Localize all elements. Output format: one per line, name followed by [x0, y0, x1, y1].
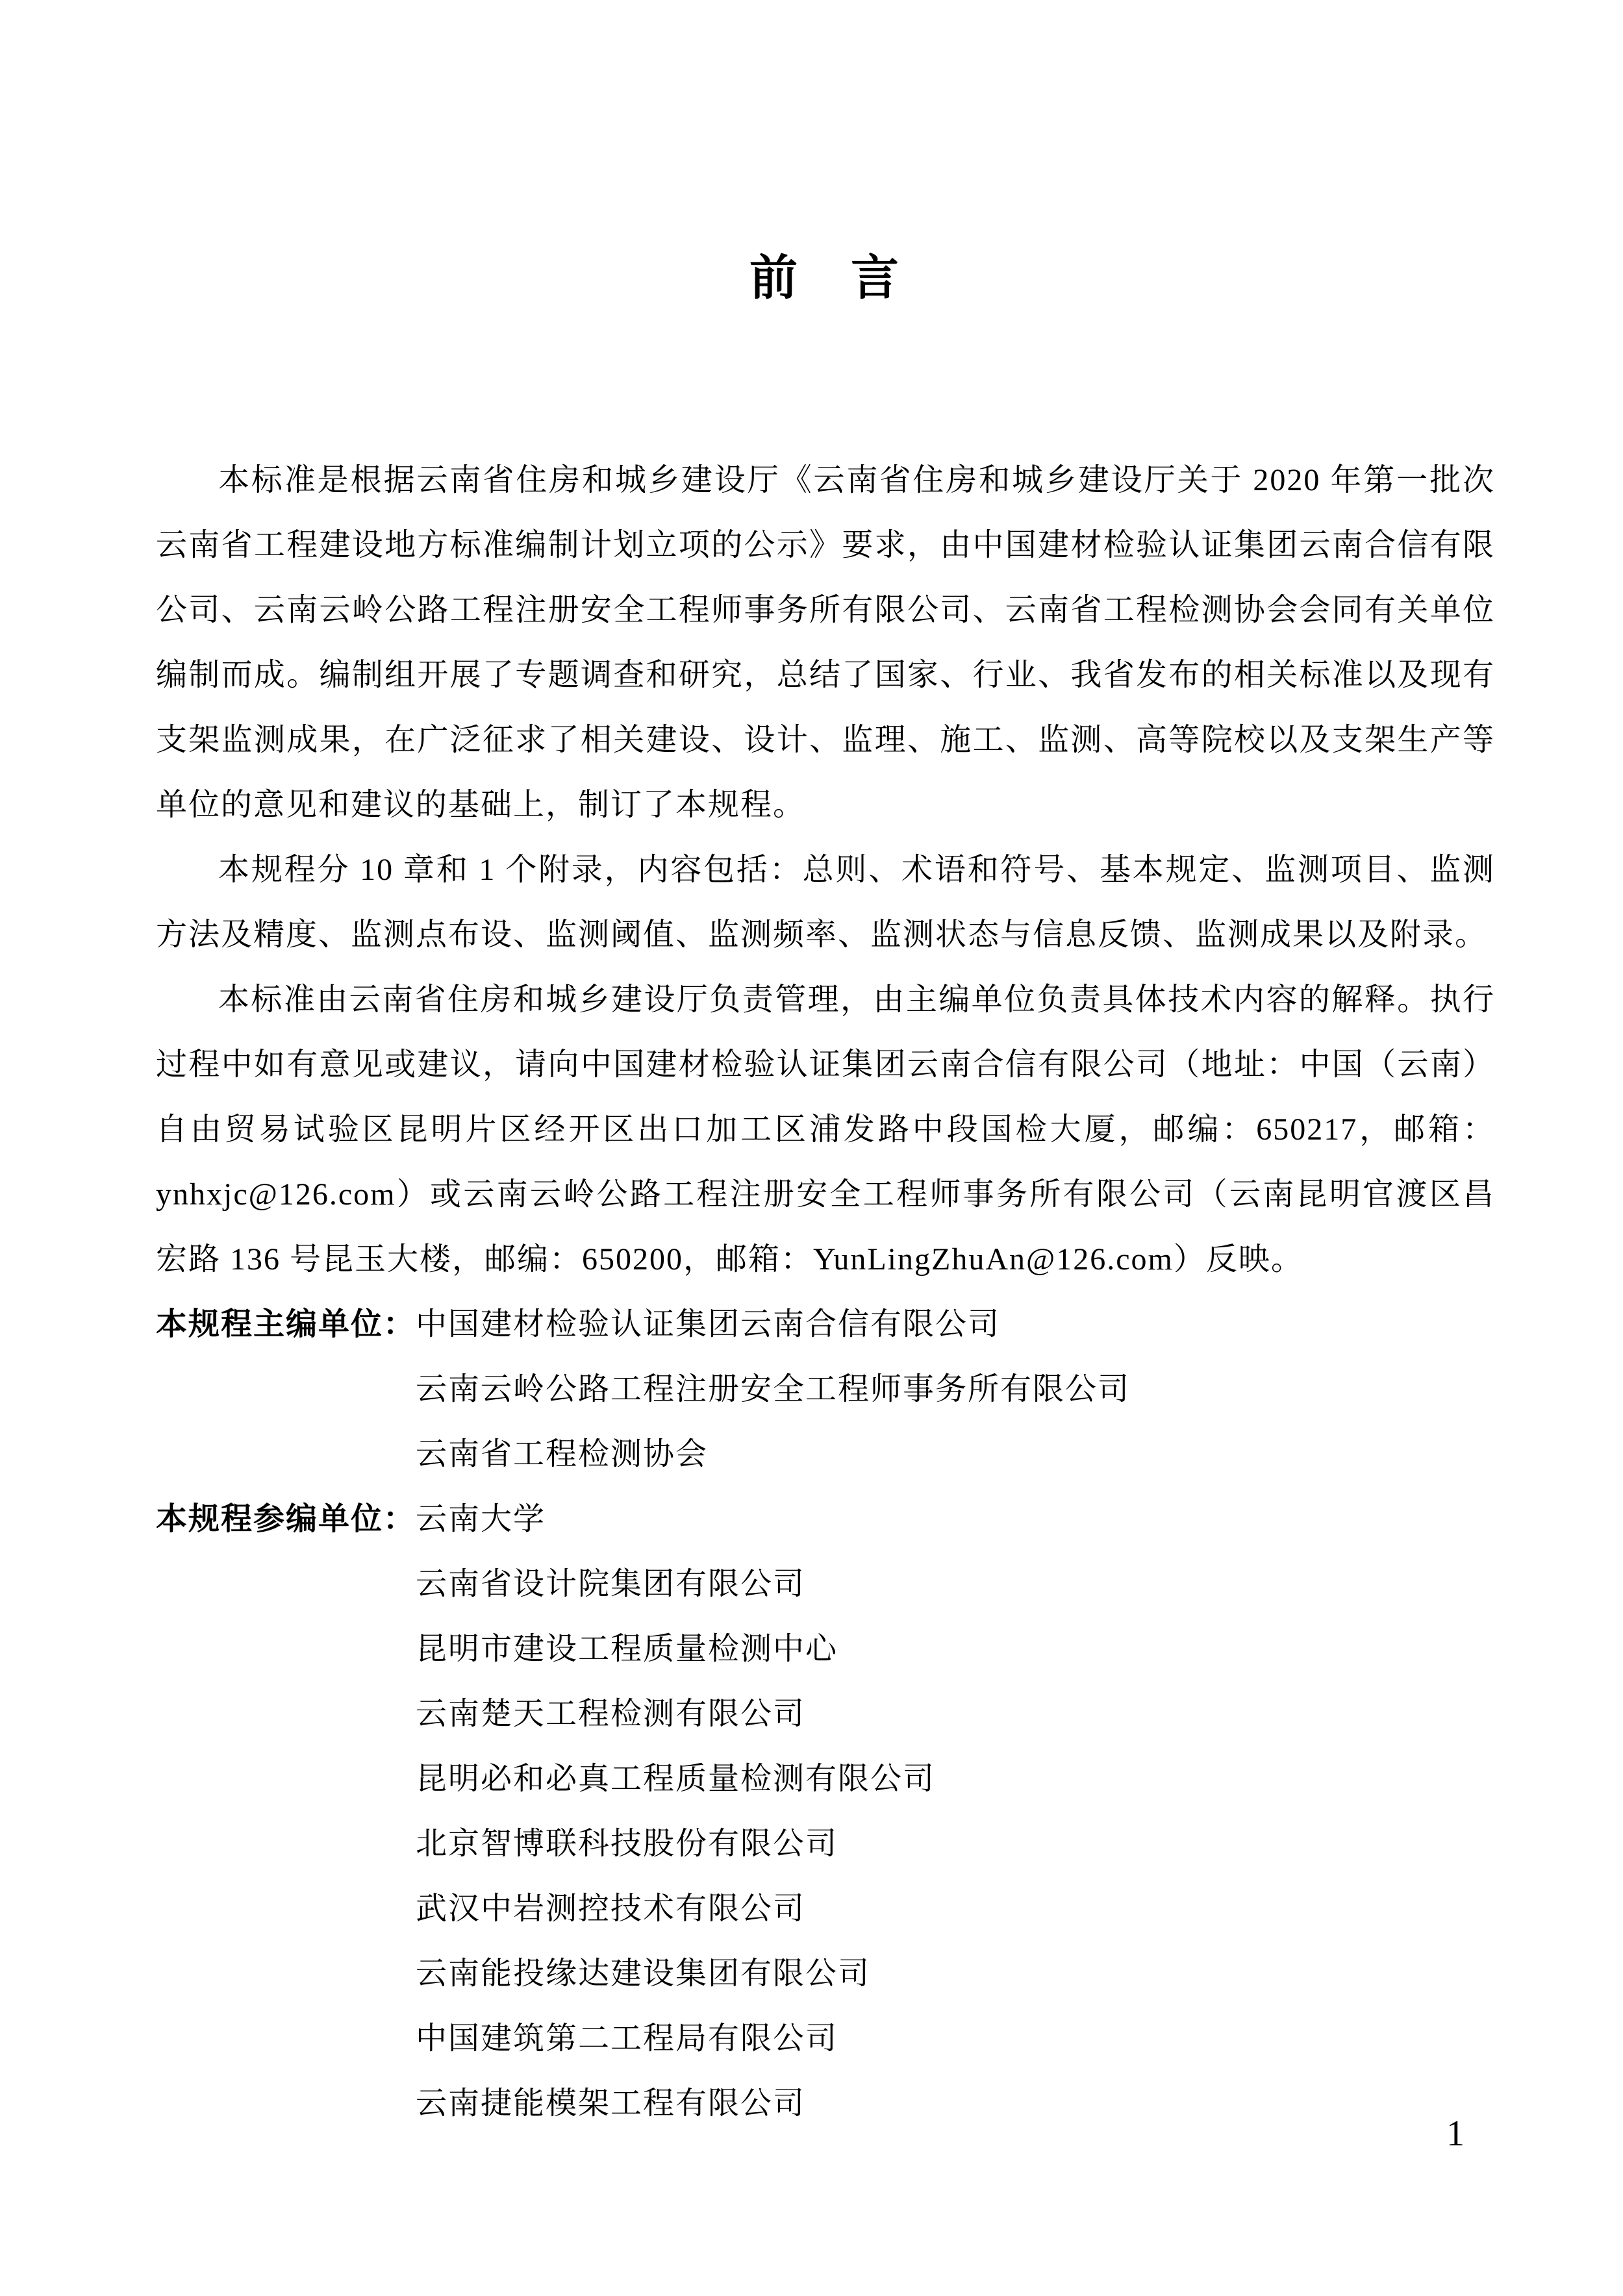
- participant-editor-unit: 云南楚天工程检测有限公司: [416, 1697, 806, 1731]
- chief-editor-label: 本规程主编单位：: [156, 1307, 416, 1341]
- participant-editor-unit: 昆明必和必真工程质量检测有限公司: [416, 1762, 936, 1796]
- participant-editor-line: [156, 1487, 1495, 1552]
- participant-editor-unit: 云南能投缘达建设集团有限公司: [416, 1956, 871, 1991]
- chief-editor-unit: 云南省工程检测协会: [416, 1437, 709, 1471]
- participant-editor-section: [156, 1487, 1495, 2136]
- paragraph-contents: 本规程分 10 章和 1 个附录，内容包括：总则、术语和符号、基本规定、监测项目、监测方法及精度、监测点布设、监测阈值、监测频率、监测状态与信息反馈、监测成果以及附录。: [156, 853, 1495, 952]
- page-title: 前 言: [749, 251, 901, 305]
- participant-editor-unit: 昆明市建设工程质量检测中心: [416, 1632, 838, 1666]
- participant-editor-unit: 北京智博联科技股份有限公司: [416, 1827, 838, 1861]
- page-number: 1: [1446, 2114, 1465, 2154]
- participant-editor-unit: 云南省设计院集团有限公司: [416, 1567, 806, 1601]
- chief-editor-line: [156, 1292, 1495, 1357]
- paragraph-origin: 本标准是根据云南省住房和城乡建设厅《云南省住房和城乡建设厅关于 2020 年第一批次云南省工程建设地方标准编制计划立项的公示》要求，由中国建材检验认证集团云南合信有限公司、云南云岭公路工程注册安全工程师事务所有限公司、云南省工程检测协会会同有关单位编制而成。编制组开展了专题调查和研究，总结了国家、行业、我省发布的相关标准以及现有支架监测成果，在广泛征求了相关建设、设计、监理、施工、监测、高等院校以及支架生产等单位的意见和建议的基础上，制订了本规程。: [156, 463, 1495, 822]
- document-body: [156, 448, 1495, 2136]
- paragraph-management-feedback: 本标准由云南省住房和城乡建设厅负责管理，由主编单位负责具体技术内容的解释。执行过程中如有意见或建议，请向中国建材检验认证集团云南合信有限公司（地址：中国（云南）自由贸易试验区昆明片区经开区出口加工区浦发路中段国检大厦，邮编：650217，邮箱：ynhxjc@126.com）或云南云岭公路工程注册安全工程师事务所有限公司（云南昆明官渡区昌宏路 136 号昆玉大楼，邮编：650200，邮箱：YunLingZhuAn@126.com）反映。: [156, 982, 1495, 1277]
- participant-editor-unit: 中国建筑第二工程局有限公司: [416, 2021, 838, 2056]
- chief-editor-unit: 云南云岭公路工程注册安全工程师事务所有限公司: [416, 1372, 1131, 1406]
- chief-editor-unit: 中国建材检验认证集团云南合信有限公司: [416, 1307, 1001, 1341]
- participant-editor-unit: 云南捷能模架工程有限公司: [416, 2086, 806, 2121]
- participant-editor-unit: 武汉中岩测控技术有限公司: [416, 1891, 806, 1926]
- chief-editor-section: [156, 1292, 1495, 1487]
- participant-editor-unit: 云南大学: [416, 1502, 546, 1536]
- participant-editor-label: 本规程参编单位：: [156, 1502, 416, 1536]
- document-content: [156, 0, 1495, 2136]
